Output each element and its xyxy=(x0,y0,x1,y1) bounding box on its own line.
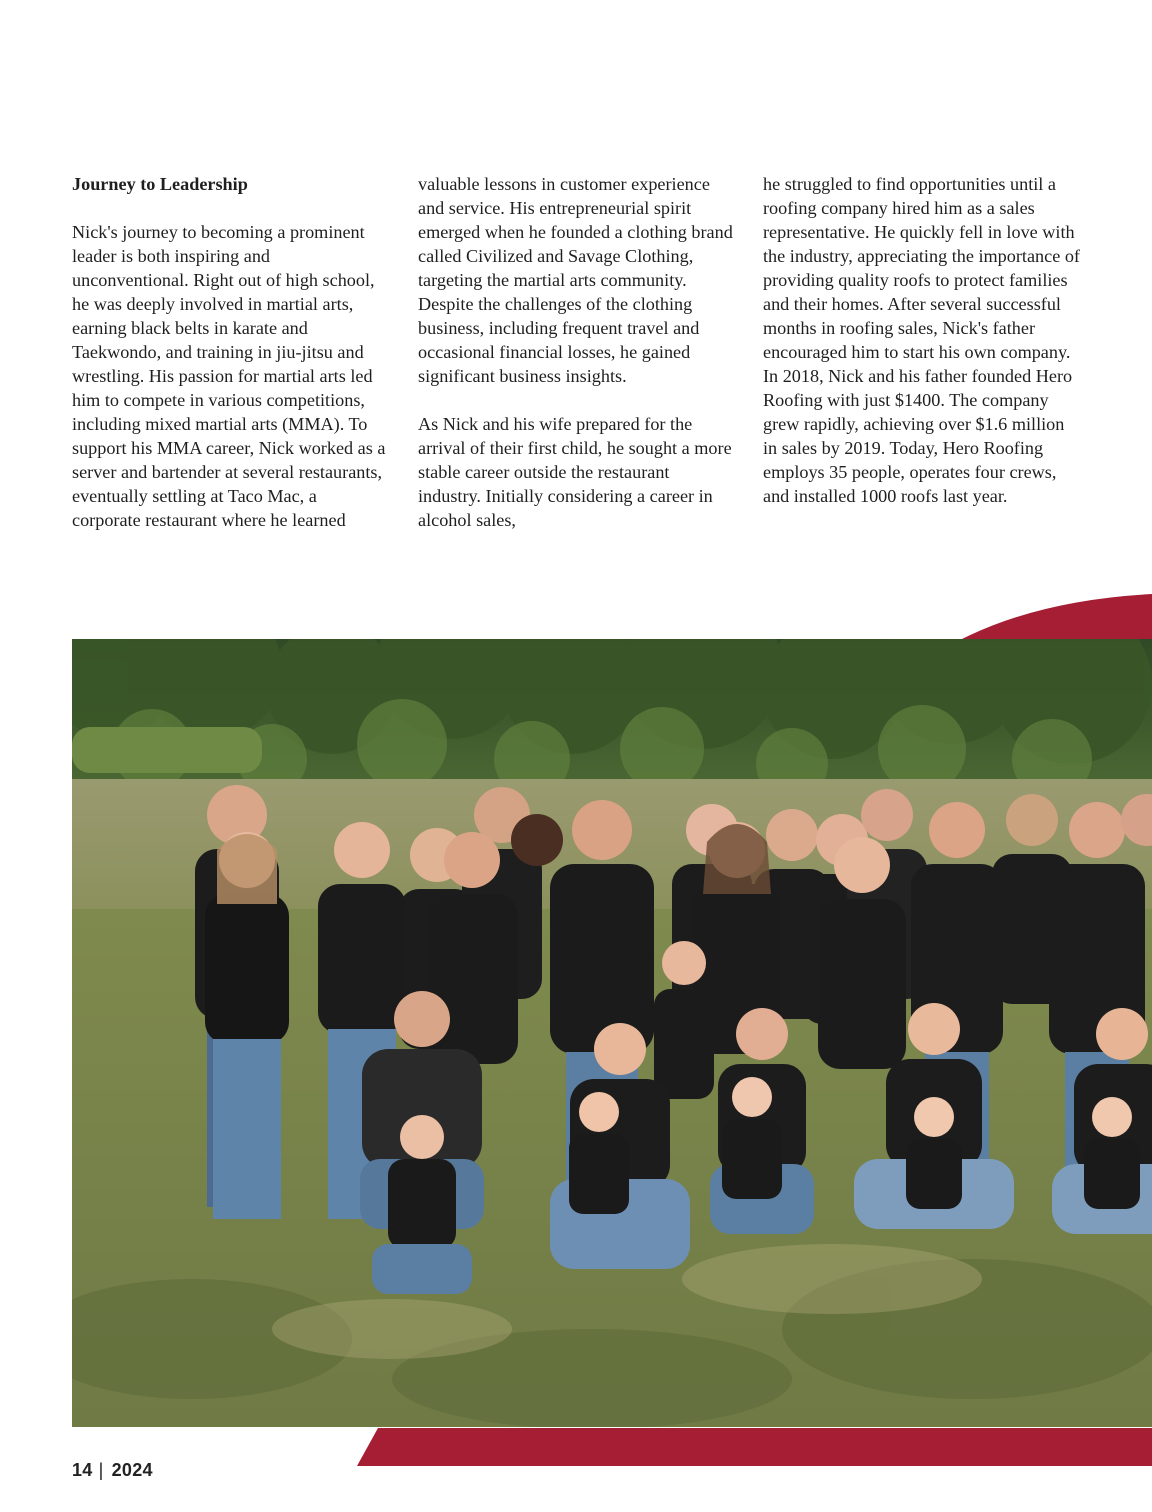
article-paragraph: he struggled to find opportunities until a roofing company hired him as a sales representative. He quickly fell in love with the industry, appreciating the importance of providing quality roofs to protect families and their homes. After several successful months in roofing sales, Nick's father encouraged him to start his own company. In 2018, Nick and his father founded Hero Roofing with just $1400. The company grew rapidly, achieving over $1.6 million in sales by 2019. Today, Hero Roofing employs 35 people, operates four crews, and installed 1000 roofs last year. xyxy=(763,174,1080,506)
section-heading: Journey to Leadership xyxy=(72,174,248,194)
page-folio xyxy=(72,1460,153,1481)
article-paragraph: As Nick and his wife prepared for the arrival of their first child, he sought a more stable career outside the restaurant industry. Initially considering a career in alcohol sales, xyxy=(418,414,732,530)
issue-year: 2024 xyxy=(111,1460,153,1480)
article-paragraph: valuable lessons in customer experience and service. His entrepreneurial spirit emerged when he founded a clothing brand called Civilized and Savage Clothing, targeting the martial arts community. Despite the challenges of the clothing business, including frequent travel and occasional financial losses, he gained significant business insights. xyxy=(418,174,733,386)
article-paragraph: Nick's journey to becoming a prominent leader is both inspiring and unconventional. Right out of high school, he was deeply involved in martial arts, earning black belts in karate and Taekwondo, and training in jiu-jitsu and wrestling. His passion for martial arts led him to compete in various competitions, including mixed martial arts (MMA). To support his MMA career, Nick worked as a server and bartender at several restaurants, eventually settling at Taco Mac, a corporate restaurant where he learned xyxy=(72,222,386,530)
folio-separator: | xyxy=(98,1460,104,1480)
page-number: 14 xyxy=(72,1460,93,1480)
